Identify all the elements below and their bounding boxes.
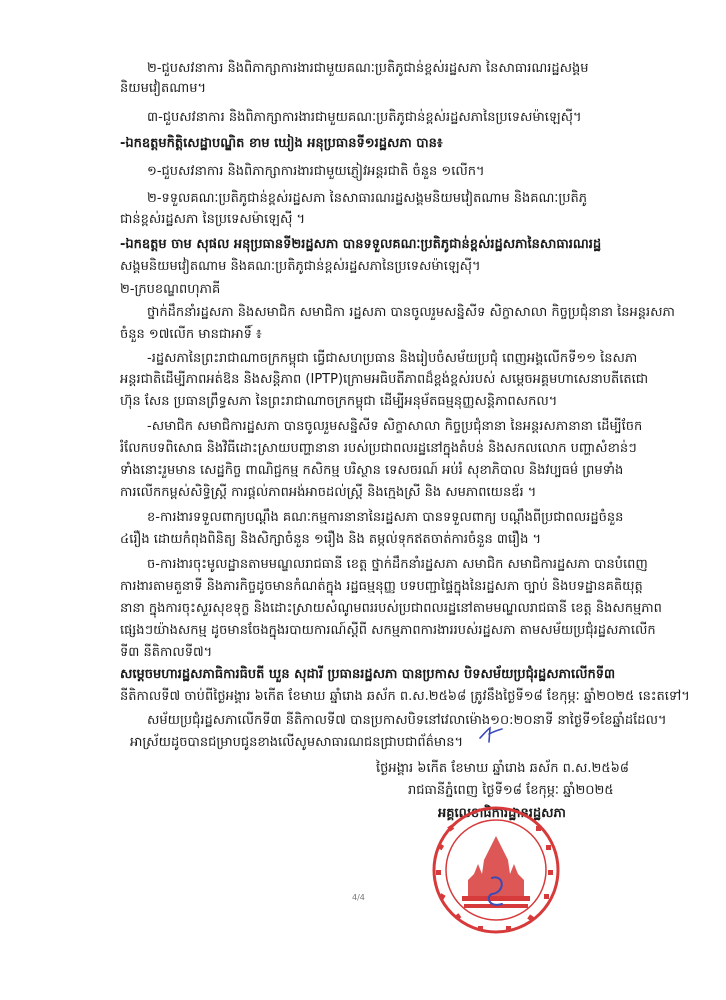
text-line-p7: ជាន់ខ្ពស់រដ្ឋសភា នៃប្រទេសម៉ាឡេស៊ី ។ <box>120 212 306 227</box>
text-line-p32: រាជធានីភ្នំពេញ ថ្ងៃទី១៨ ខែកុម្ភៈ ឆ្នាំ២០២៥ <box>408 783 614 798</box>
text-line-p28: នីតិកាលទី៧ ចាប់ពីថ្ងៃអង្គារ ៦កើត ខែមាឃ ឆ្នាំរោង ឆស័ក ព.ស.២៥៦៨ ត្រូវនឹងថ្ងៃទី១៨ ខែកុម្ភៈ ឆ្នាំ២០២៥ នេះតទៅ។ <box>120 689 690 704</box>
text-line-p23: ការងារតាមតួនាទី និងភារកិច្ចដូចមានកំណត់ក្នុង រដ្ឋធម្មនុញ្ញ បទបញ្ជាផ្ទៃក្នុងនៃរដ្ឋសភា ច្បាប់ និងបទដ្ឋានគតិយុត្ត <box>120 579 643 594</box>
text-line-p24: នានា ក្នុងការចុះសួរសុខទុក្ខ និងដោះស្រាយសំណូមពររបស់ប្រជាពលរដ្ឋនៅតាមមណ្ឌលរាជធានី ខេត្ត និងសកម្មភាព <box>120 601 662 616</box>
text-line-p30: អាស្រ័យដូចបានជម្រាបជូនខាងលើសូមសាធារណជនជ្រាបជាព័ត៌មាន។ <box>130 735 464 750</box>
text-line-p29: សម័យប្រជុំរដ្ឋសភាលើកទី៣ នីតិកាលទី៧ បានប្រកាសបិទនៅវេលាម៉ោង១០:២០នាទី នាថ្ងៃទី១ខែឆ្នាំដដែល។ <box>147 713 667 728</box>
text-line-p3: ៣-ជួបសវនាការ និងពិភាក្សាការងារជាមួយគណៈប្រតិភូជាន់ខ្ពស់រដ្ឋសភានៃប្រទេសម៉ាឡេស៊ី។ <box>147 110 582 125</box>
text-line-p10: ២-ក្របខណ្ឌពហុភាគី <box>120 282 221 297</box>
text-line-p2: និយមវៀតណាម។ <box>120 81 207 96</box>
text-line-p11: ថ្នាក់ដឹកនាំរដ្ឋសភា និងសមាជិក សមាជិកា រដ្ឋសភា បានចូលរួមសន្និសីទ សិក្ខាសាលា កិច្ចប្រជុំនានា នៃអន្តរសភា <box>147 305 675 320</box>
text-line-p27: សម្តេចមហារដ្ឋសភាធិការធិបតី ឃួន សុដារី ប្រធានរដ្ឋសភា បានប្រកាស បិទសម័យប្រជុំរដ្ឋសភាលើកទី៣ <box>120 667 616 682</box>
text-line-p31: ថ្ងៃអង្គារ ៦កើត ខែមាឃ ឆ្នាំរោង ឆស័ក ព.ស.២៥៦៨ <box>376 761 629 776</box>
initial-signature <box>478 724 504 746</box>
official-seal <box>426 800 566 940</box>
text-line-p13: -រដ្ឋសភានៃព្រះរាជាណាចក្រកម្ពុជា ធ្វើជាសហប្រធាន និងរៀបចំសម័យប្រជុំ ពេញអង្គលើកទី១១ នៃសភា <box>147 351 638 366</box>
text-line-p4: -ឯកឧត្តមកិត្តិសេដ្ឋាបណ្ឌិត ខាម ឃៀង អនុប្រធានទី១រដ្ឋសភា បាន៖ <box>120 136 443 151</box>
page-number: 4/4 <box>352 893 365 902</box>
text-line-p18: ទាំងនោះរួមមាន សេដ្ឋកិច្ច ពាណិជ្ជកម្ម កសិកម្ម បរិស្ថាន ទេសចរណ៍ អប់រំ សុខាភិបាល និងវប្បធម៌ ព្រមទាំង <box>120 463 624 478</box>
text-line-p12: ចំនួន ១៧លើក មានជាអាទិ៍ ៖ <box>120 327 262 342</box>
text-line-p8: -ឯកឧត្តម ចាម សុផល អនុប្រធានទី២រដ្ឋសភា បានទទួលគណៈប្រតិភូជាន់ខ្ពស់រដ្ឋសភានៃសាធារណរដ្ឋ <box>120 237 602 252</box>
text-line-p9: សង្គមនិយមវៀតណាម និងគណៈប្រតិភូជាន់ខ្ពស់រដ្ឋសភានៃប្រទេសម៉ាឡេស៊ី។ <box>120 259 481 274</box>
text-line-p33: អគ្គលេខាធិការដ្ឋានរដ្ឋសភា <box>438 806 566 821</box>
text-line-p14: អន្តរជាតិដើម្បីភាពអត់ឱន និងសន្តិភាព (IPTP)ក្រោមអធិបតីភាពដ៏ខ្ពង់ខ្ពស់របស់ សម្តេចអគ្គមហាសេនាបតីតេជោ <box>120 372 649 387</box>
text-line-p15: ហ៊ុន សែន ប្រធានព្រឹទ្ធសភា នៃព្រះរាជាណាចក្រកម្ពុជា ដើម្បីអនុម័តធម្មនុញ្ញសន្តិភាពសកល។ <box>120 394 558 409</box>
text-line-p21: ៤រឿង ដោយកំពុងពិនិត្យ និងសិក្សាចំនួន ១រឿង និង តម្កល់ទុកឥតចាត់ការចំនួន ៣រឿង ។ <box>120 532 542 547</box>
text-line-p25: ផ្សេងៗយ៉ាងសកម្ម ដូចមានចែងក្នុងរបាយការណ៍ស្តីពី សកម្មភាពការងាររបស់រដ្ឋសភា តាមសម័យប្រជុំរដ្ឋសភាលើក <box>120 623 656 638</box>
text-line-p19: ការលើកកម្ពស់សិទ្ធិស្ត្រី ការផ្តល់ភាពអង់អាចដល់ស្ត្រី និងក្មេងស្រី និង សមភាពយេនឌ័រ ។ <box>120 485 537 500</box>
text-line-p16: -សមាជិក សមាជិការដ្ឋសភា បានចូលរួមសន្និសីទ សិក្ខាសាលា កិច្ចប្រជុំនានា នៃអន្តរសភានានា ដើម្បីចែក <box>147 419 643 434</box>
text-line-p20: ខ-ការងារទទួលពាក្យបណ្តឹង គណៈកម្មការនានានៃរដ្ឋសភា បានទទួលពាក្យ បណ្តឹងពីប្រជាពលរដ្ឋចំនួន <box>147 510 624 525</box>
text-line-p17: រំលែកបទពិសោធ និងវិធីដោះស្រាយបញ្ហានានា របស់ប្រជាពលរដ្ឋនៅក្នុងតំបន់ និងសកលលោក បញ្ហាសំខាន់ៗ <box>120 441 637 456</box>
text-line-p22: ច-ការងារចុះមូលដ្ឋានតាមមណ្ឌលរាជធានី ខេត្ត ថ្នាក់ដឹកនាំរដ្ឋសភា សមាជិក សមាជិការដ្ឋសភា បានបំពេញ <box>147 557 648 572</box>
text-line-p1: ២-ជួបសវនាការ និងពិភាក្សាការងារជាមួយគណៈប្រតិភូជាន់ខ្ពស់រដ្ឋសភា នៃសាធារណរដ្ឋសង្គម <box>147 61 589 76</box>
text-line-p6: ២-ទទួលគណៈប្រតិភូជាន់ខ្ពស់រដ្ឋសភា នៃសាធារណរដ្ឋសង្គមនិយមវៀតណាម និងគណៈប្រតិភូ <box>147 191 588 206</box>
text-line-p26: ទី៣ នីតិកាលទី៧។ <box>120 645 213 660</box>
text-line-p5: ១-ជួបសវនាការ និងពិភាក្សាការងារជាមួយភ្ញៀវអន្តរជាតិ ចំនួន ១លើក។ <box>147 164 485 179</box>
